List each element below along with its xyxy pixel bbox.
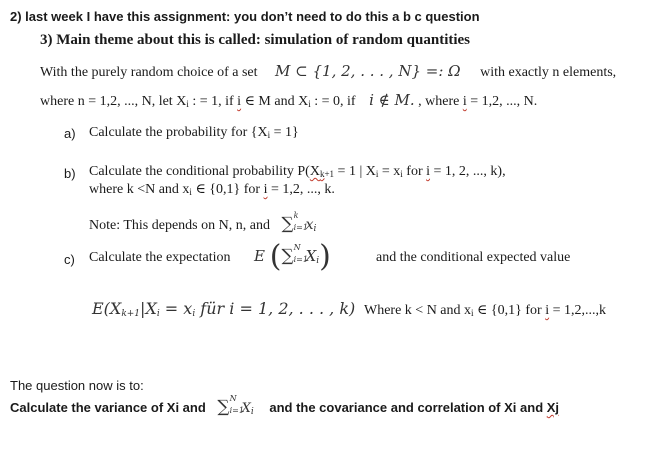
intro-text-b: : = 1, if: [188, 94, 238, 109]
part-b-text-i: = 1,2, ..., k.: [267, 182, 335, 197]
part-a-end: = 1}: [270, 125, 299, 140]
part-b-line-1: [89, 164, 506, 180]
question-sum-formula: [217, 394, 254, 417]
sigma-symbol: ∑: [281, 246, 294, 266]
index-i: i: [545, 303, 550, 318]
part-b-text-h: ∈ {0,1} for: [191, 182, 264, 197]
conditional-expectation-formula: [92, 299, 355, 319]
sub-i: i: [186, 99, 189, 109]
sub-k-plus-1: k+1: [121, 309, 141, 319]
left-paren: (: [269, 239, 282, 274]
where-text-a: Where k < N and x: [364, 303, 472, 318]
right-paren: ): [319, 239, 331, 274]
intro-prefix: With the purely random choice of a set: [40, 65, 258, 80]
index-i: i: [263, 182, 268, 197]
question-xj: Xj: [546, 400, 560, 415]
sum-term: x: [305, 217, 314, 233]
question-line: [10, 394, 560, 417]
sum-lower: i=1: [293, 255, 308, 264]
part-b-text-g: where k <N and x: [89, 182, 190, 197]
part-b-text-f: = 1, 2, ..., k),: [430, 164, 506, 179]
part-a-text: [89, 125, 299, 141]
fur-word: für: [195, 299, 230, 318]
x-symbol: X: [309, 164, 320, 179]
sum-upper: k: [293, 211, 299, 220]
sub-i: i: [316, 256, 320, 266]
part-b-text-c: = 1 | X: [334, 164, 376, 179]
intro-text-f: = 1,2, ..., N.: [466, 94, 538, 109]
sub-i: i: [471, 308, 474, 318]
sub-i: i: [375, 169, 379, 179]
part-a-body: Calculate the probability for {X: [89, 125, 268, 140]
sigma-symbol: ∑: [281, 214, 294, 234]
note-text: Note: This depends on N, n, and: [89, 218, 270, 233]
sum-upper: N: [293, 243, 301, 252]
sum-lower: i=1: [229, 406, 244, 415]
part-c-text: Calculate the expectation: [89, 250, 231, 265]
sigma-symbol: ∑: [217, 397, 230, 417]
x-k-plus-1: [310, 164, 325, 179]
formula-range: i = 1, 2, . . . , k): [229, 299, 356, 318]
part-c-label: c): [64, 252, 75, 267]
intro-text-a: where n = 1,2, ..., N, let X: [40, 94, 187, 109]
intro-text-d: : = 0, if: [310, 94, 356, 109]
note-sum-formula: [281, 211, 317, 234]
formula-part-2: |X: [140, 299, 157, 318]
part-a-label: a): [64, 126, 76, 141]
part-b-text-a: Calculate the conditional probability P(: [89, 164, 310, 179]
index-i: i: [426, 164, 431, 179]
part-b-text-d: = x: [378, 164, 401, 179]
intro-suffix: with exactly n elements,: [480, 65, 617, 80]
part-b-text-e: for: [402, 164, 427, 179]
question-text-b: and the covariance and correlation of Xi and: [269, 400, 547, 415]
sub-i: i: [156, 309, 160, 319]
expectation-e: E: [254, 247, 265, 265]
sum-limits: [229, 394, 244, 416]
where-text-b: ∈ {0,1} for: [473, 303, 546, 318]
index-i: i: [237, 94, 242, 109]
sub-i: i: [313, 224, 317, 234]
part-b-line-2: [89, 181, 335, 198]
where-clause: [364, 302, 606, 319]
sub-i: i: [189, 187, 192, 197]
sum-term: X: [241, 401, 251, 416]
section-title: 3) Main theme about this is called: simulation of random quantities: [40, 32, 471, 48]
sub-i: i: [192, 309, 196, 319]
question-intro: The question now is to:: [10, 378, 144, 393]
sum-upper: N: [229, 394, 237, 403]
question-text-a: Calculate the variance of Xi and: [10, 400, 206, 415]
sub-plus-1: +1: [324, 169, 335, 179]
set-definition-formula: M ⊂ {1, 2, . . . , N} =: Ω: [275, 62, 461, 80]
intro-line-2: [40, 91, 537, 110]
part-c-right-text: and the conditional expected value: [376, 250, 571, 265]
part-b-note: [89, 211, 317, 234]
sum-term: X: [305, 247, 317, 265]
not-in-set-formula: i ∉ M.: [369, 91, 415, 109]
expectation-formula: [254, 239, 331, 274]
sub-i: i: [267, 130, 271, 140]
sub-k: k: [319, 169, 325, 179]
sum-limits: [293, 243, 308, 265]
formula-part-1: E(X: [92, 299, 122, 318]
where-text-c: = 1,2,...,k: [549, 303, 606, 318]
sub-i: i: [250, 407, 254, 417]
sub-i: i: [400, 169, 403, 179]
formula-part-3: = x: [159, 299, 193, 318]
part-b-label: b): [64, 166, 76, 181]
index-i: i: [462, 94, 467, 109]
sum-lower: i=1: [293, 223, 308, 232]
header-line: 2) last week I have this assignment: you don’t need to do this a b c question: [10, 9, 480, 24]
intro-text-e: , where: [418, 94, 463, 109]
sum-limits: [293, 211, 308, 233]
sub-i: i: [308, 99, 311, 109]
intro-line-1: [40, 62, 616, 81]
intro-text-c: ∈ M and X: [241, 94, 309, 109]
